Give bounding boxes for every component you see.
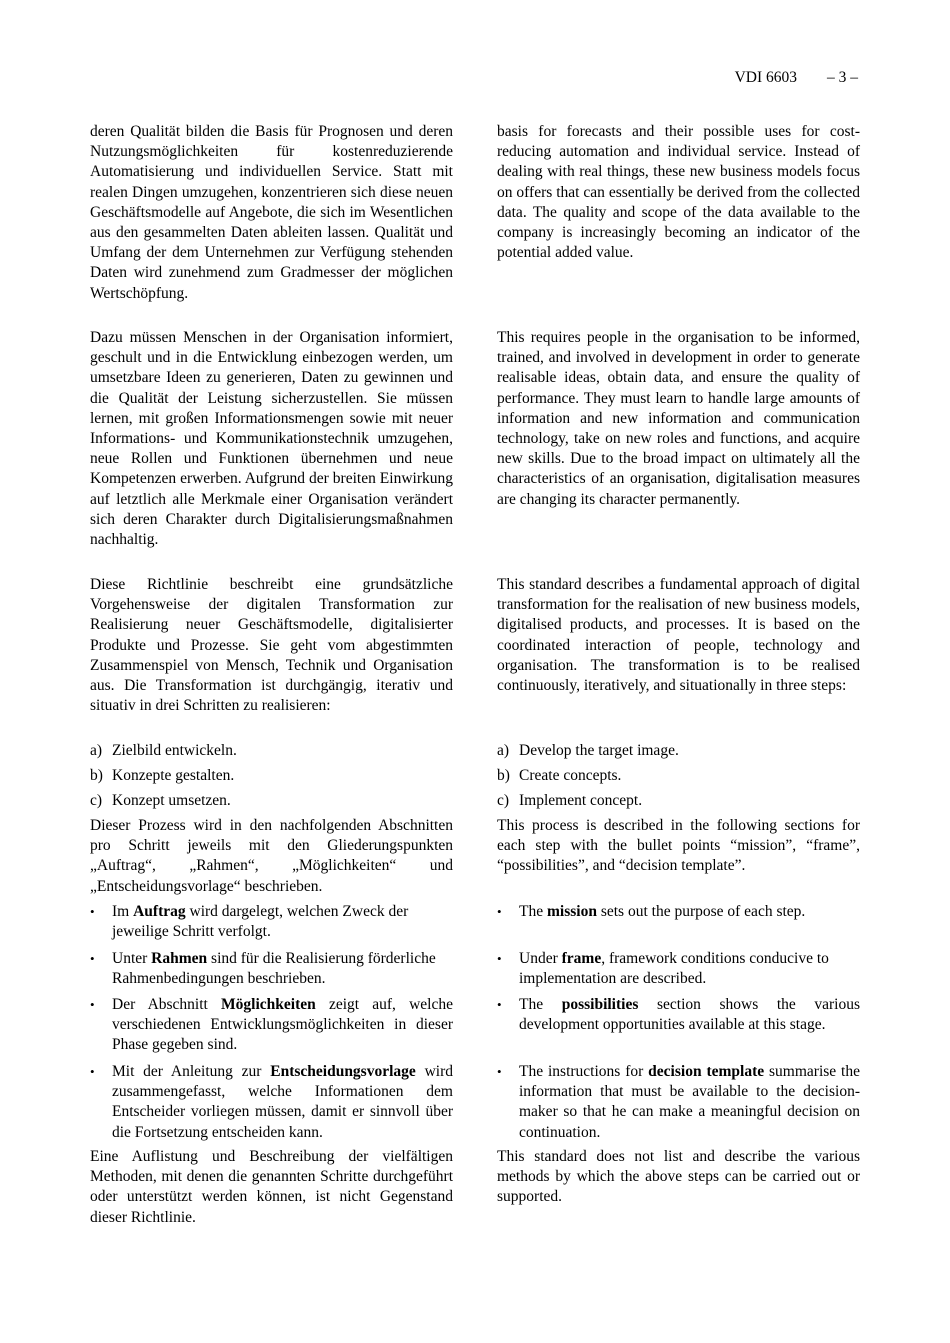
en-step-b bbox=[497, 766, 860, 786]
de-step-b bbox=[90, 766, 453, 786]
en-paragraph-1: basis for forecasts and their possible uses for cost-reducing automation and individual service. Instead of dealing with real things, these new business models focus on offers that can essentially be derived from the collected data. The quality and scope of the data available to the company is increasingly becoming an indicator of the potential added value. bbox=[497, 123, 860, 262]
de-paragraph-5: Eine Auflistung und Beschreibung der vielfältigen Methoden, mit denen die genannten Schritte durchgeführt oder unterstützt werden können, ist nicht Gegenstand dieser Richtlinie. bbox=[90, 1148, 453, 1226]
de-step-a bbox=[90, 741, 453, 761]
en-paragraph-4: This process is described in the following sections for each step with the bullet points “mission”, “frame”, “possibilities”, and “decision template”. bbox=[497, 817, 860, 875]
de-paragraph-3: Diese Richtlinie beschreibt eine grundsätzliche Vorgehensweise der digitalen Transformation zur Realisierung neuer Geschäftsmodelle, digitalisierter Produkte und Prozesse. Sie geht vom abgestimmten Zusammenspiel von Mensch, Technik und Organisation aus. Die Transformation ist durchgängig, iterativ und situativ in drei Schritten zu realisieren: bbox=[90, 576, 453, 715]
list-item-text: Konzepte gestalten. bbox=[112, 767, 235, 784]
bullet-text: The possibilities section shows the various development opportunities available at this stage. bbox=[519, 996, 860, 1034]
de-bullet-3 bbox=[90, 995, 453, 1056]
de-bullet-1 bbox=[90, 902, 453, 942]
bullet-icon: • bbox=[90, 997, 95, 1012]
bullet-icon: • bbox=[90, 1064, 95, 1079]
de-paragraph-1: deren Qualität bilden die Basis für Prognosen und deren Nutzungsmöglichkeiten für kostenreduzierende Automatisierung und individuellen Service. Statt mit realen Dingen umzugehen, konzentrieren sich diese neuen Geschäftsmodelle auf Angebote, die sich im Wesentlichen aus den gesammelten Daten ableiten lassen. Qualität und Umfang der dem Unternehmen zur Verfügung stehenden Daten wird zunehmend zum Gradmesser der möglichen Wertschöpfung. bbox=[90, 123, 453, 302]
page-header bbox=[735, 68, 858, 88]
en-bullet-2 bbox=[497, 949, 860, 989]
document-id: VDI 6603 bbox=[734, 69, 797, 86]
de-bullet-4 bbox=[90, 1062, 453, 1143]
bullet-text: Mit der Anleitung zur Entscheidungsvorlage wird zusammengefasst, welche Informationen dem Entscheider vorliegen müssen, damit er sinnvoll über die Fortsetzung entscheiden kann. bbox=[112, 1063, 453, 1141]
bullet-text: Under frame, framework conditions conducive to implementation are described. bbox=[519, 950, 829, 988]
list-item-text: Implement concept. bbox=[519, 792, 643, 809]
en-step-a bbox=[497, 741, 860, 761]
de-paragraph-4: Dieser Prozess wird in den nachfolgenden Abschnitten pro Schritt jeweils mit den Gliederungspunkten „Auftrag“, „Rahmen“, „Möglichkeiten“ und „Entscheidungsvorlage“ beschrieben. bbox=[90, 817, 453, 895]
bullet-text: Unter Rahmen sind für die Realisierung förderliche Rahmenbedingungen beschrieben. bbox=[112, 950, 436, 988]
bullet-icon: • bbox=[497, 1064, 502, 1079]
bullet-text: The instructions for decision template summarise the information that must be available to the decision-maker so that he can make a meaningful decision on continuation. bbox=[519, 1063, 860, 1141]
de-step-c bbox=[90, 791, 453, 811]
de-bullet-2 bbox=[90, 949, 453, 989]
page-number: – 3 – bbox=[827, 69, 858, 86]
en-paragraph-3: This standard describes a fundamental approach of digital transformation for the realisation of new business models, digitalised products, and processes. It is based on the coordinated interaction of people, technology and organisation. The transformation is to be realised continuously, iteratively, and situationally in three steps: bbox=[497, 576, 860, 695]
list-marker: a) bbox=[90, 742, 103, 759]
list-item-text: Create concepts. bbox=[519, 767, 622, 784]
en-paragraph-2: This requires people in the organisation to be informed, trained, and involved in development in order to generate realisable ideas, obtain data, and ensure the quality of performance. They must learn to handle large amounts of information and new information and communication technology, take on new roles and functions, and acquire new skills. Due to the broad impact on ultimately all the characteristics of an organisation, digitalisation measures are changing its character permanently. bbox=[497, 329, 860, 508]
list-marker: b) bbox=[90, 767, 103, 784]
en-bullet-1 bbox=[497, 902, 860, 922]
list-marker: b) bbox=[497, 767, 510, 784]
list-marker: a) bbox=[497, 742, 510, 759]
en-bullet-3 bbox=[497, 995, 860, 1035]
bullet-icon: • bbox=[90, 904, 95, 919]
bullet-icon: • bbox=[497, 904, 502, 919]
list-item-text: Konzept umsetzen. bbox=[112, 792, 231, 809]
bullet-icon: • bbox=[497, 951, 502, 966]
bullet-text: The mission sets out the purpose of each step. bbox=[519, 903, 806, 920]
en-paragraph-5: This standard does not list and describe the various methods by which the above steps can be carried out or supported. bbox=[497, 1148, 860, 1206]
bullet-icon: • bbox=[90, 951, 95, 966]
de-paragraph-2: Dazu müssen Menschen in der Organisation informiert, geschult und in die Entwicklung einbezogen werden, um umsetzbare Ideen zu generieren, Daten zu gewinnen und die Qualität der Leistung sicherzustellen. Sie müssen lernen, mit großen Informationsmengen sowie mit neuer Informations- und Kommunikationstechnik umzugehen, neue Rollen und Funktionen übernehmen und neue Kompetenzen erwerben. Aufgrund der breiten Einwirkung auf letztlich alle Merkmale einer Organisation verändert sich deren Charakter durch Digitalisierungsmaßnahmen nachhaltig. bbox=[90, 329, 453, 549]
list-marker: c) bbox=[90, 792, 103, 809]
list-marker: c) bbox=[497, 792, 510, 809]
list-item-text: Develop the target image. bbox=[519, 742, 679, 759]
bullet-text: Der Abschnitt Möglichkeiten zeigt auf, welche verschiedenen Entwicklungsmöglichkeiten in dieser Phase gegeben sind. bbox=[112, 996, 453, 1054]
bullet-icon: • bbox=[497, 997, 502, 1012]
bullet-text: Im Auftrag wird dargelegt, welchen Zweck der jeweilige Schritt verfolgt. bbox=[112, 903, 409, 941]
list-item-text: Zielbild entwickeln. bbox=[112, 742, 237, 759]
en-bullet-4 bbox=[497, 1062, 860, 1143]
en-step-c bbox=[497, 791, 860, 811]
